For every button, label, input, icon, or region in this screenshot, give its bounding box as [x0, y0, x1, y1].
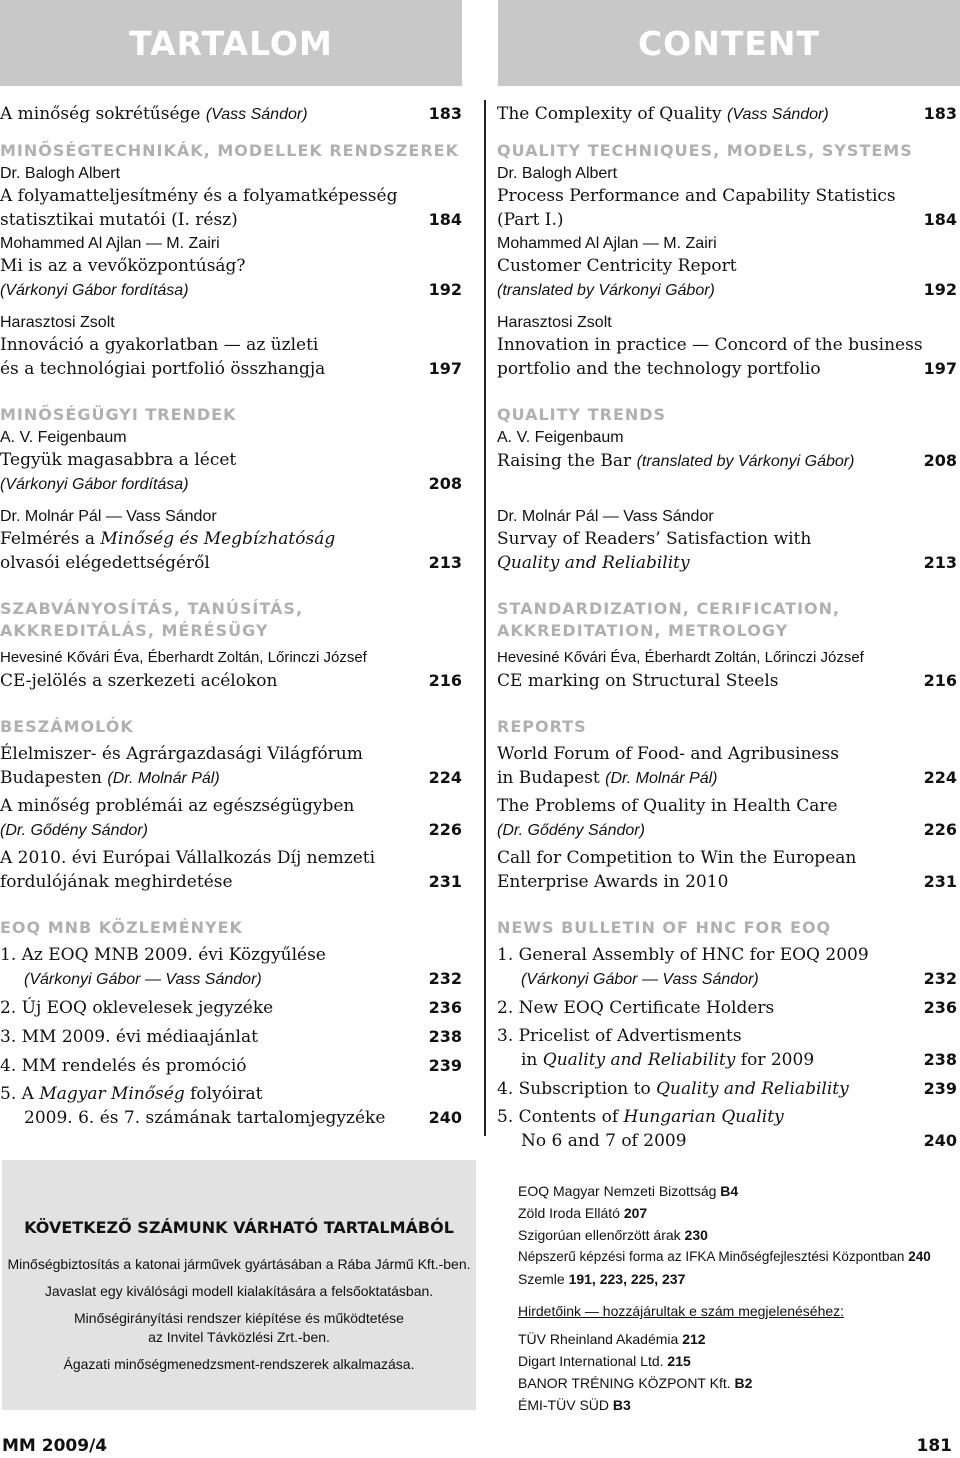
toc-entry: és a technológiai portfolió összhangja 197	[0, 359, 462, 379]
toc-author: Mohammed Al Ajlan — M. Zairi	[497, 235, 717, 252]
toc-entry: (Várkonyi Gábor — Vass Sándor) 232	[521, 969, 957, 988]
section-heading: EOQ MNB KÖZLEMÉNYEK	[0, 918, 243, 937]
footer-issue: MM 2009/4	[2, 1436, 108, 1456]
toc-entry: olvasói elégedettségéről 213	[0, 553, 462, 573]
section-heading: NEWS BULLETIN OF HNC FOR EOQ	[497, 918, 832, 937]
toc-entry: (Várkonyi Gábor fordítása) 208	[0, 474, 462, 493]
section-heading: QUALITY TECHNIQUES, MODELS, SYSTEMS	[497, 141, 913, 160]
toc-entry: Enterprise Awards in 2010 231	[497, 872, 957, 892]
toc-author: Mohammed Al Ajlan — M. Zairi	[0, 235, 220, 252]
toc-entry: Quality and Reliability 213	[497, 553, 957, 573]
toc-entry: The Complexity of Quality (Vass Sándor) 183	[497, 104, 957, 124]
toc-entry: (Dr. Gődény Sándor) 226	[0, 820, 462, 839]
toc-entry: CE marking on Structural Steels 216	[497, 671, 957, 691]
toc-entry: (Dr. Gődény Sándor) 226	[497, 820, 957, 839]
next-issue-item: Minőségirányítási rendszer kiépítése és működtetése	[74, 1310, 404, 1326]
section-heading: MINŐSÉGÜGYI TRENDEK	[0, 405, 237, 424]
ad-entry: Szemle 191, 223, 225, 237	[518, 1271, 686, 1287]
toc-entry: Raising the Bar (translated by Várkonyi Gábor) 208	[497, 451, 957, 471]
toc-entry: in Budapest (Dr. Molnár Pál) 224	[497, 768, 957, 788]
section-heading: REPORTS	[497, 717, 587, 736]
toc-entry: fordulójának meghirdetése 231	[0, 872, 462, 892]
toc-entry: 2. New EOQ Certificate Holders 236	[497, 998, 957, 1018]
next-issue-item: az Invitel Távközlési Zrt.-ben.	[148, 1329, 330, 1345]
toc-author: Dr. Molnár Pál — Vass Sándor	[497, 508, 714, 525]
next-issue-item: Javaslat egy kiválósági modell kialakítására a felsőoktatásban.	[44, 1283, 434, 1299]
section-heading: AKKREDITÁLÁS, MÉRÉSÜGY	[0, 621, 269, 640]
section-heading: AKKREDITATION, METROLOGY	[497, 621, 789, 640]
toc-author: Dr. Balogh Albert	[0, 165, 121, 182]
toc-entry: No 6 and 7 of 2009 240	[521, 1131, 957, 1151]
toc-entry: 2. Új EOQ oklevelesek jegyzéke 236	[0, 998, 462, 1018]
toc-entry: Budapesten (Dr. Molnár Pál) 224	[0, 768, 462, 788]
page-number: 183	[428, 104, 462, 123]
toc-hungarian: A minőség sokrétűsége (Vass Sándor) 183 MINŐSÉGTECHNIKÁK, MODELLEK RENDSZEREK Dr. Balogh Albert A folyamatteljesítmény és a folyamatképesség statisztikai mutatói (I. rész) 184 Mohammed Al Ajlan — M. Zairi Mi is az a vevőközpontúság? (Várkonyi Gábor fordítása) 192 Harasztosi Zsolt Innováció a gyakorlatban — az üzleti és a technológiai portfolió összhangja 197 MINŐSÉGÜGYI TRENDEK A. V. Feigenbaum Tegyük magasabbra a lécet (Várkonyi Gábor fordítása) 208 Dr. Molnár Pál — Vass Sándor Felmérés a Minőség és Megbízhatóság olvasói elégedettségéről 213 SZABVÁNYOSÍTÁS, TANÚSÍTÁS, AKKREDITÁLÁS, MÉRÉSÜGY Hevesiné Kővári Éva, Éberhardt Zoltán, Lőrinczi József CE-jelölés a szerkezeti acélokon 216 BESZÁMOLÓK Élelmiszer- és Agrárgazdasági Világfórum Budapesten (Dr. Molnár Pál) 224 A minőség problémái az egészségügyben (Dr. Gődény Sándor) 226 A 2010. évi Európai Vállalkozás Díj nemzeti fordulójának meghirdetése 231 EOQ MNB KÖZLEMÉNYEK 1. Az EOQ MNB 2009. évi Közgyűlése (Várkonyi Gábor — Vass Sándor) 232 2. Új EOQ oklevelesek jegyzéke 236 3. MM 2009. évi médiaajánlat 238 4. MM rendelés és promóció 239 5. A Magyar Minőség folyóirat 2009. 6. és 7. számának tartalomjegyzéke 240	[0, 104, 462, 1128]
next-issue-item: Minőségbiztosítás a katonai járművek gyártásában a Rába Jármű Kft.-ben.	[7, 1256, 471, 1272]
toc-entry: 4. MM rendelés és promóció 239	[0, 1056, 462, 1076]
page-number: 183	[923, 104, 957, 123]
section-heading: QUALITY TRENDS	[497, 405, 667, 424]
banner-hungarian: TARTALOM	[0, 0, 462, 86]
column-divider	[484, 100, 486, 1136]
section-heading: SZABVÁNYOSÍTÁS, TANÚSÍTÁS,	[0, 599, 304, 618]
banner-english: CONTENT	[498, 0, 960, 86]
next-issue-box	[2, 1160, 476, 1410]
toc-author: A. V. Feigenbaum	[497, 429, 624, 446]
toc-author: Dr. Molnár Pál — Vass Sándor	[0, 508, 217, 525]
toc-author: Dr. Balogh Albert	[497, 165, 618, 182]
ad-entry: BANOR TRÉNING KÖZPONT Kft. B2	[518, 1375, 753, 1391]
toc-entry: in Quality and Reliability for 2009 238	[521, 1050, 957, 1070]
toc-author: A. V. Feigenbaum	[0, 429, 127, 446]
next-issue-title: KÖVETKEZŐ SZÁMUNK VÁRHATÓ TARTALMÁBÓL	[24, 1218, 454, 1237]
ad-entry: TÜV Rheinland Akadémia 212	[518, 1331, 706, 1347]
ad-entry: EOQ Magyar Nemzeti Bizottság B4	[518, 1183, 739, 1199]
toc-entry: 4. Subscription to Quality and Reliability 239	[497, 1079, 957, 1099]
toc-author: Hevesiné Kővári Éva, Éberhardt Zoltán, Lőrinczi József	[0, 649, 367, 666]
toc-author: Harasztosi Zsolt	[0, 314, 115, 331]
advertisers-list	[518, 1180, 958, 1416]
toc-author: Harasztosi Zsolt	[497, 314, 612, 331]
toc-entry: 2009. 6. és 7. számának tartalomjegyzéke 240	[24, 1108, 462, 1128]
section-heading: STANDARDIZATION, CERIFICATION,	[497, 599, 841, 618]
ad-entry: Digart International Ltd. 215	[518, 1353, 691, 1369]
ad-entry: Zöld Iroda Ellátó 207	[518, 1205, 648, 1221]
footer-page-number: 181	[916, 1436, 952, 1456]
toc-entry: (Várkonyi Gábor — Vass Sándor) 232	[24, 969, 462, 988]
toc-entry: A minőség sokrétűsége (Vass Sándor) 183	[0, 104, 462, 124]
toc-entry: (Várkonyi Gábor fordítása) 192	[0, 280, 462, 299]
ad-entry: ÉMI-TÜV SÜD B3	[518, 1397, 631, 1413]
toc-entry: statisztikai mutatói (I. rész) 184	[0, 210, 462, 230]
toc-entry: (translated by Várkonyi Gábor) 192	[497, 280, 957, 299]
advertisers-title: Hirdetőink — hozzájárultak e szám megjelenéséhez:	[518, 1303, 845, 1319]
toc-english: The Complexity of Quality (Vass Sándor) 183 QUALITY TECHNIQUES, MODELS, SYSTEMS Dr. Balogh Albert Process Performance and Capability Statistics (Part I.) 184 Mohammed Al Ajlan — M. Zairi Customer Centricity Report (translated by Várkonyi Gábor) 192 Harasztosi Zsolt Innovation in practice — Concord of the business portfolio and the technology portfolio 197 QUALITY TRENDS A. V. Feigenbaum Raising the Bar (translated by Várkonyi Gábor) 208 Dr. Molnár Pál — Vass Sándor Survay of Readers’ Satisfaction with Quality and Reliability 213 STANDARDIZATION, CERIFICATION, AKKREDITATION, METROLOGY Hevesiné Kővári Éva, Éberhardt Zoltán, Lőrinczi József CE marking on Structural Steels 216 REPORTS World Forum of Food- and Agribusiness in Budapest (Dr. Molnár Pál) 224 The Problems of Quality in Health Care (Dr. Gődény Sándor) 226 Call for Competition to Win the European Enterprise Awards in 2010 231 NEWS BULLETIN OF HNC FOR EOQ 1. General Assembly of HNC for EOQ 2009 (Várkonyi Gábor — Vass Sándor) 232 2. New EOQ Certificate Holders 236 3. Pricelist of Advertisments in Quality and Reliability for 2009 238 4. Subscription to Quality and Reliability 239 5. Contents of Hungarian Quality No 6 and 7 of 2009 240	[497, 104, 957, 1151]
section-heading: BESZÁMOLÓK	[0, 717, 134, 736]
toc-entry: 3. MM 2009. évi médiaajánlat 238	[0, 1027, 462, 1047]
ad-entry: Népszerű képzési forma az IFKA Minőségfejlesztési Központban 240	[518, 1249, 931, 1264]
toc-entry: portfolio and the technology portfolio 197	[497, 359, 957, 379]
toc-entry: CE-jelölés a szerkezeti acélokon 216	[0, 671, 462, 691]
next-issue-item: Ágazati minőségmenedzsment-rendszerek alkalmazása.	[63, 1356, 415, 1372]
toc-author: Hevesiné Kővári Éva, Éberhardt Zoltán, Lőrinczi József	[497, 649, 864, 666]
section-heading: MINŐSÉGTECHNIKÁK, MODELLEK RENDSZEREK	[0, 141, 459, 160]
ad-entry: Szigorúan ellenőrzött árak 230	[518, 1227, 708, 1243]
toc-entry: (Part I.) 184	[497, 210, 957, 230]
